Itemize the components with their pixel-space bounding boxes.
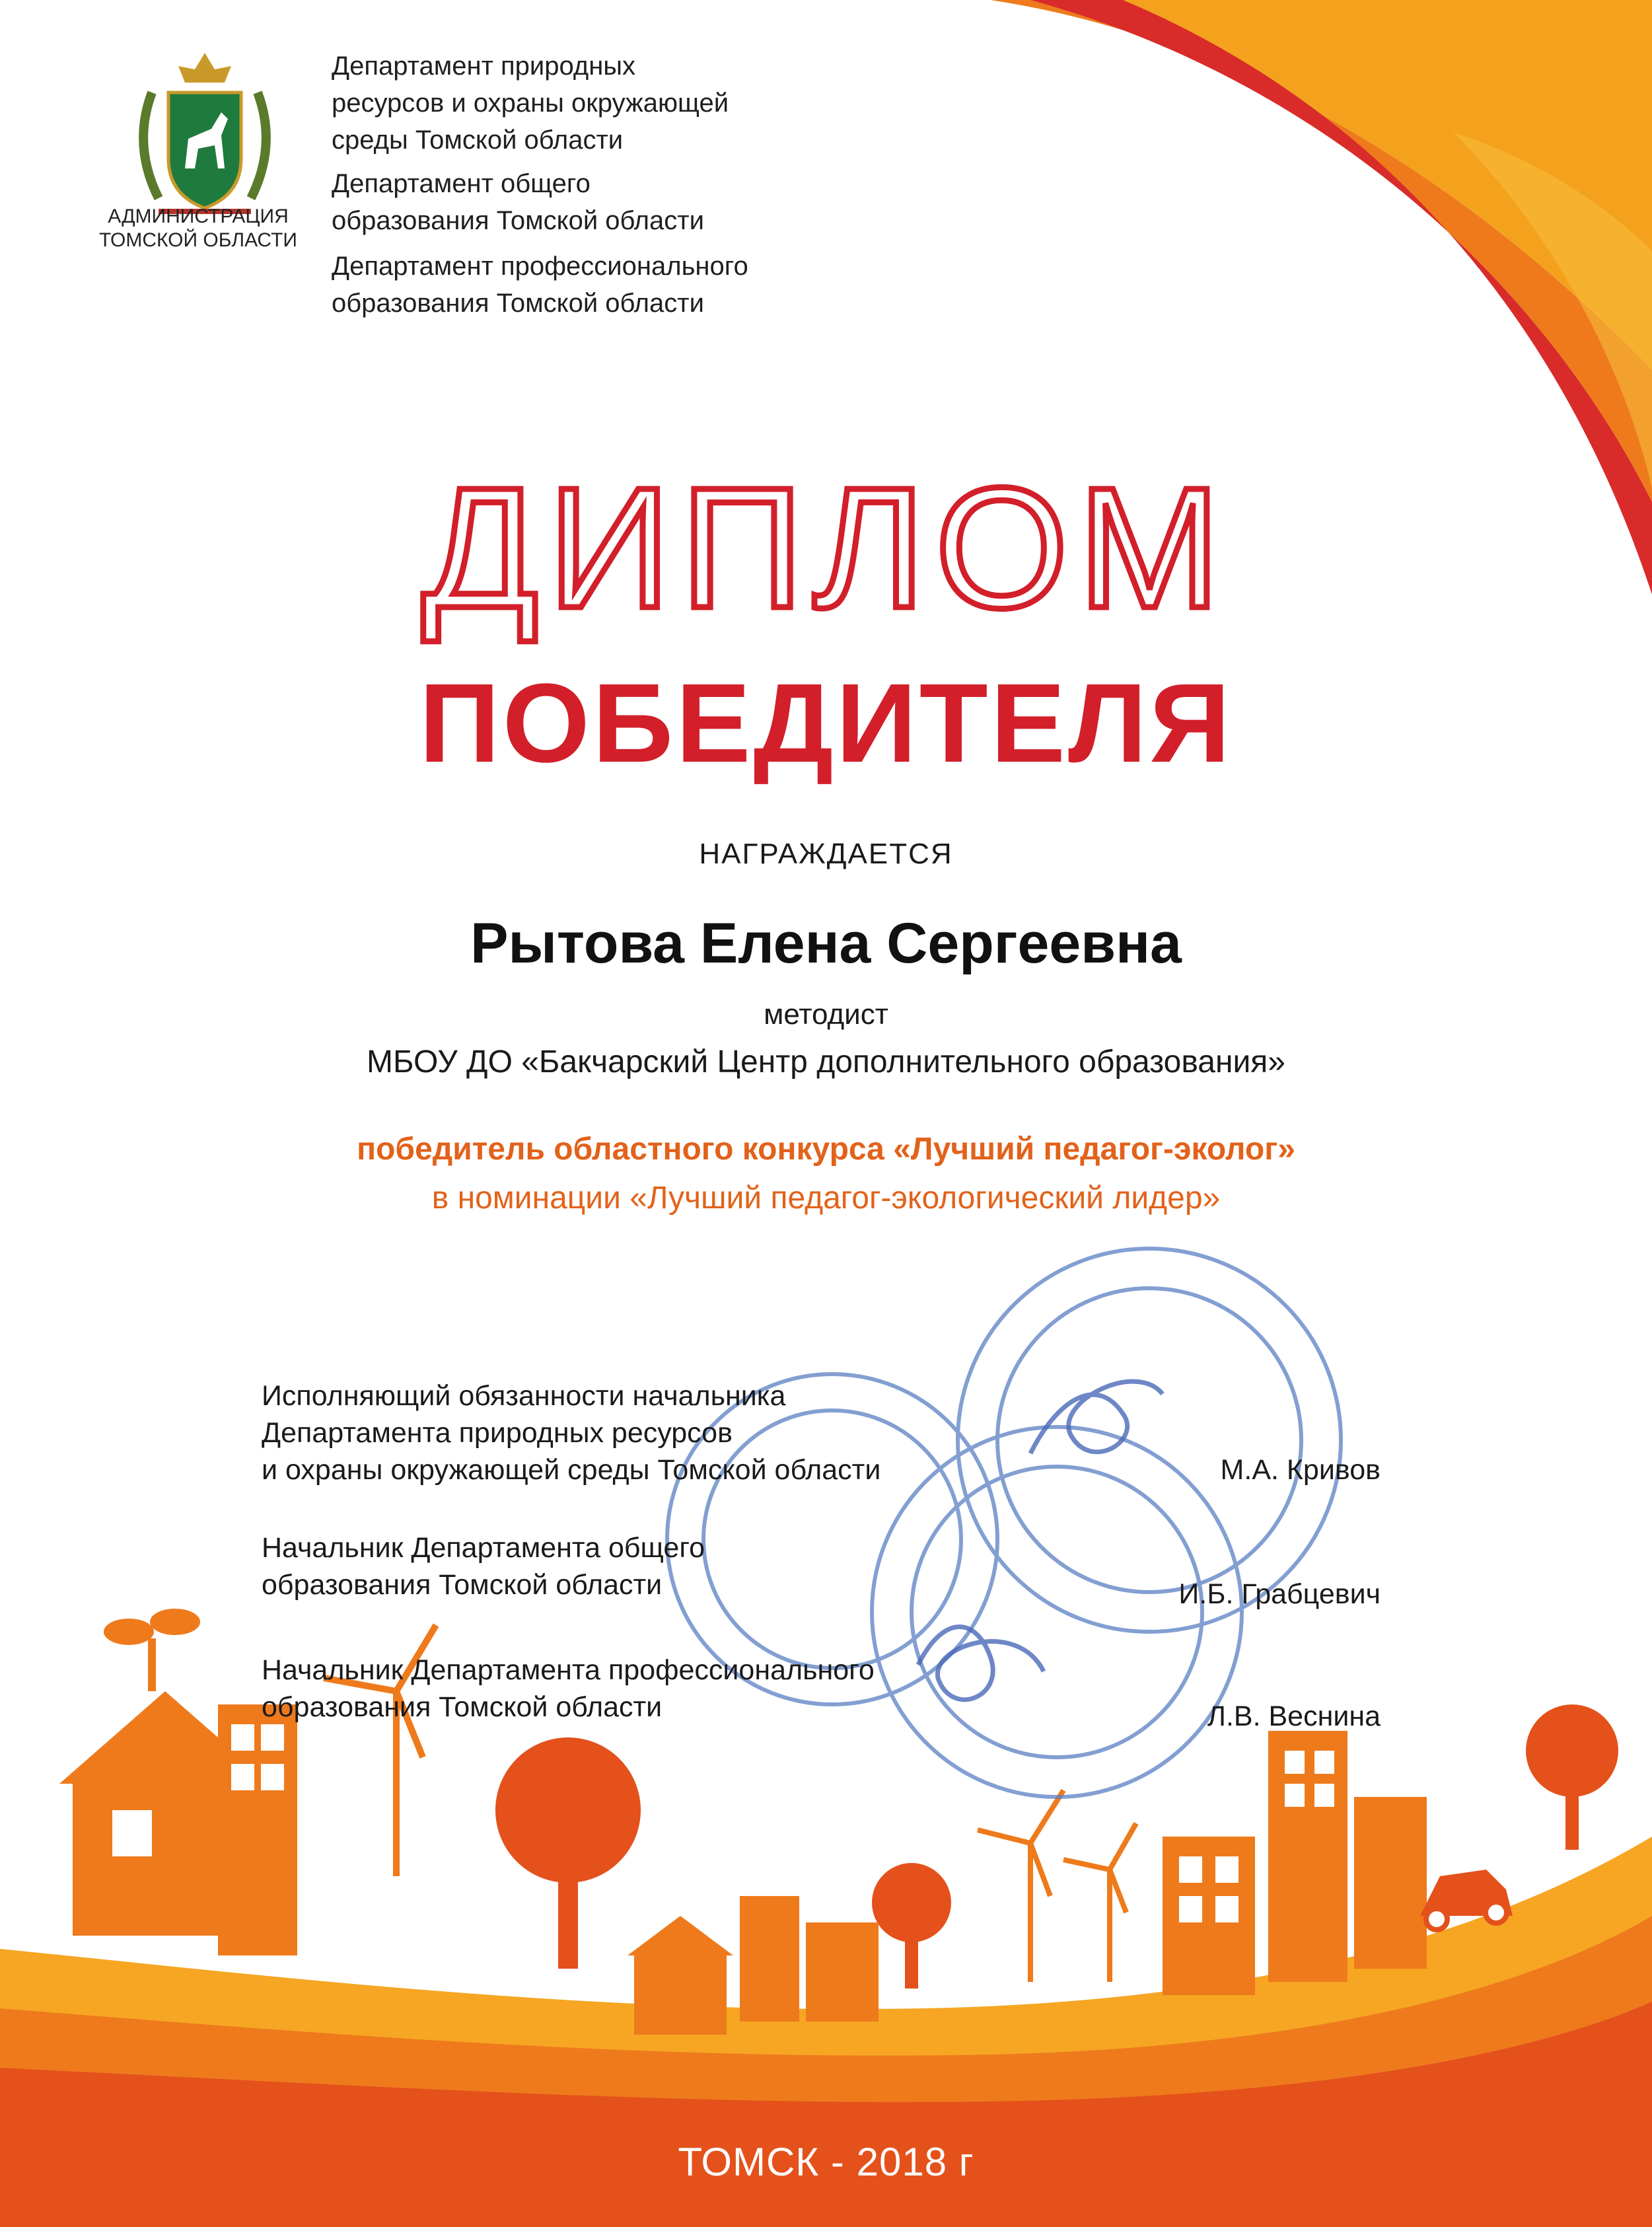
diploma-subtitle: ПОБЕДИТЕЛЯ [419,661,1233,786]
department-professional-education: Департамент профессионального образования Томской области [332,252,748,318]
department-general-education: Департамент общего образования Томской области [332,169,704,235]
signer-name-2: И.Б. Грабцевич [1178,1578,1381,1610]
emblem-caption: АДМИНИСТРАЦИЯ ТОМСКОЙ ОБЛАСТИ [99,205,297,251]
recipient-position: методист [764,998,888,1031]
signer-name-3: Л.В. Веснина [1207,1700,1381,1732]
signature-title-1: Исполняющий обязанности начальника Департамента природных ресурсов и охраны окружающей среды Томской области [262,1380,881,1486]
recipient-organization: МБОУ ДО «Бакчарский Центр дополнительного образования» [367,1044,1285,1079]
signer-name-1: М.А. Кривов [1220,1454,1381,1486]
awarded-label: НАГРАЖДАЕТСЯ [699,838,953,870]
department-nature: Департамент природных ресурсов и охраны окружающей среды Томской области [332,52,729,155]
footer-city-year: ТОМСК - 2018 г [678,2140,974,2184]
signature-title-3: Начальник Департамента профессионального образования Томской области [262,1654,875,1723]
diploma-title: ДИПЛОМ [421,453,1231,644]
winner-statement: победитель областного конкурса «Лучший педагог-эколог» [357,1132,1295,1167]
signature-title-2: Начальник Департамента общего образования Томской области [262,1532,705,1601]
nomination-statement: в номинации «Лучший педагог-экологический лидер» [431,1181,1221,1216]
recipient-name: Рытова Елена Сергеевна [470,912,1182,975]
